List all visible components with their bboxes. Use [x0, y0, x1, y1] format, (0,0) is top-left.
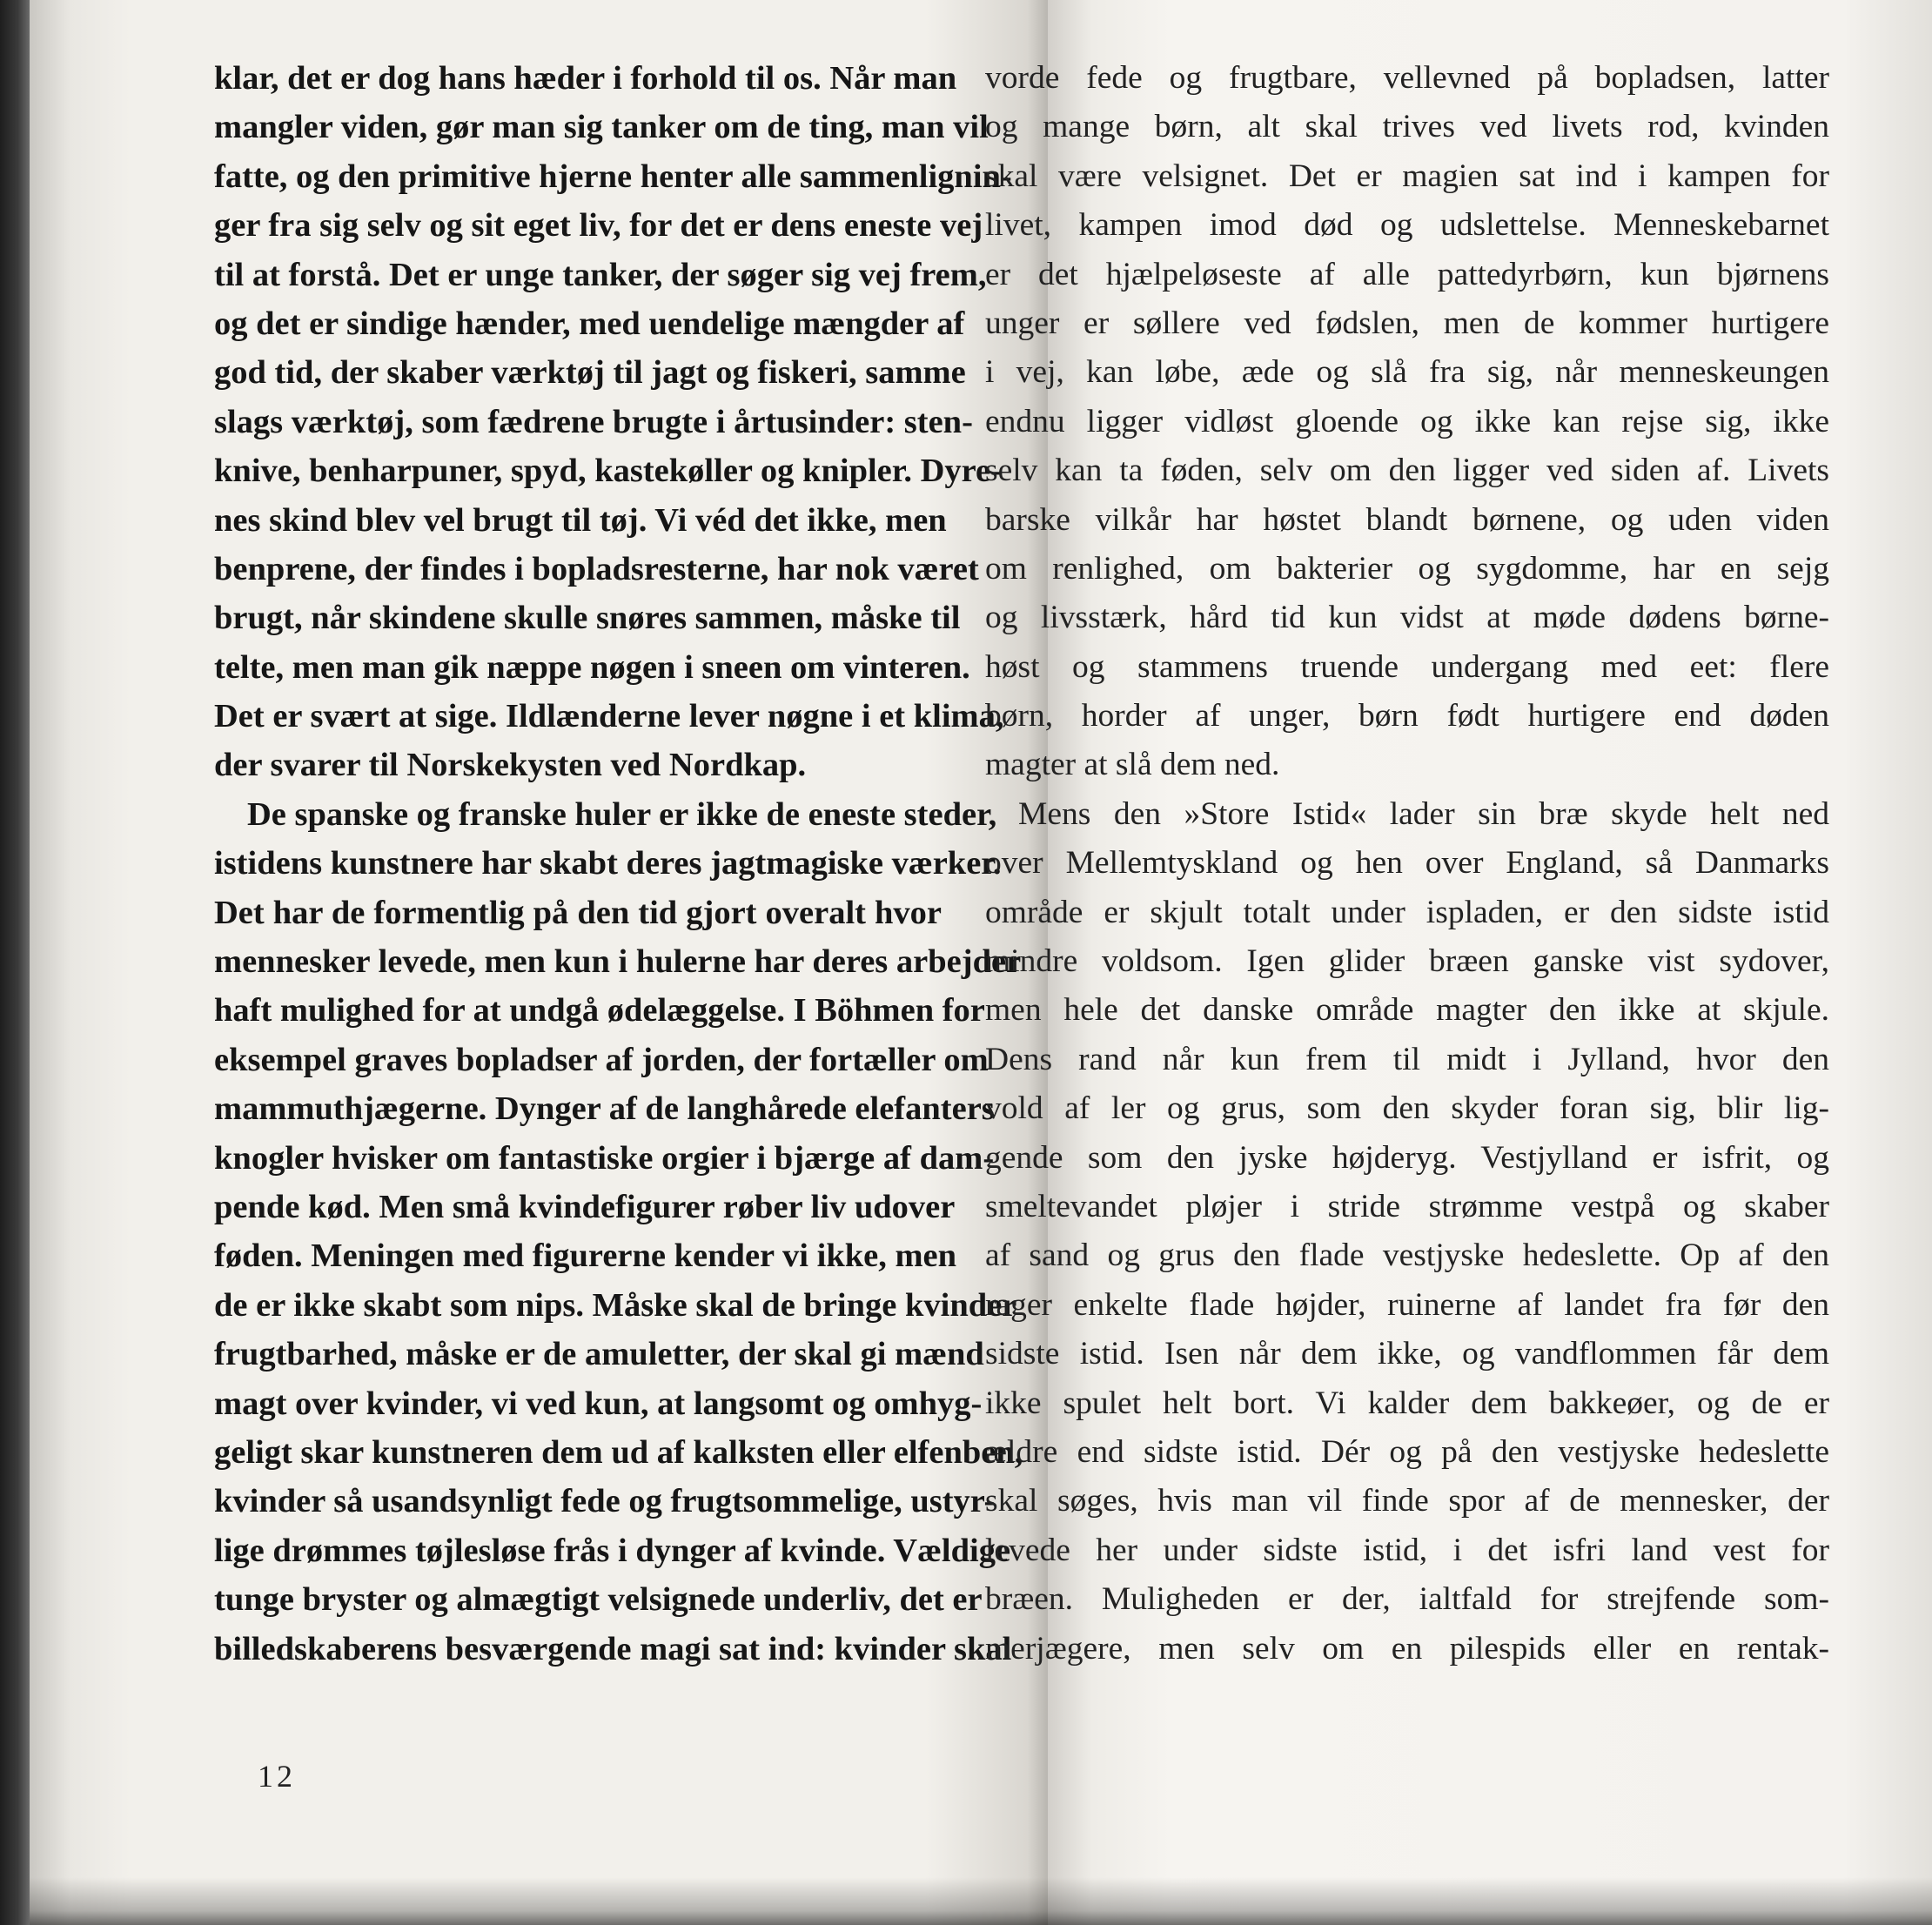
text-line: og livsstærk, hård tid kun vidst at møde dødens børne-	[985, 600, 1829, 636]
text-line: sidste istid. Isen når dem ikke, og vandflommen får dem	[985, 1336, 1829, 1372]
text-line: billedskaberens besværgende magi sat ind: kvinder skal	[214, 1630, 1012, 1667]
text-line: der svarer til Norskekysten ved Nordkap.	[214, 747, 807, 784]
text-line: bræen. Muligheden er der, ialtfald for strejfende som-	[985, 1581, 1829, 1618]
text-line: smeltevandet pløjer i stride strømme vestpå og skaber	[985, 1188, 1829, 1224]
text-line: frugtbarhed, måske er de amuletter, der skal gi mænd	[214, 1336, 984, 1373]
text-line: gende som den jyske højderyg. Vestjylland er isfrit, og	[985, 1139, 1829, 1176]
text-line: slags værktøj, som fædrene brugte i årtusinder: sten-	[214, 403, 973, 440]
text-line: vorde fede og frugtbare, vellevned på bopladsen, latter	[985, 60, 1829, 96]
text-line: benprene, der findes i bopladsresterne, har nok været	[214, 550, 979, 587]
text-line: mindre voldsom. Igen glider bræen ganske vist sydover,	[985, 943, 1829, 980]
text-line: mammuthjægerne. Dynger af de langhårede elefanters	[214, 1090, 995, 1128]
text-line: De spanske og franske huler er ikke de eneste steder,	[247, 795, 997, 833]
text-line: Dens rand når kun frem til midt i Jylland, hvor den	[985, 1041, 1829, 1077]
text-line: føden. Meningen med figurerne kender vi ikke, men	[214, 1238, 957, 1275]
text-line: børn, horder af unger, børn født hurtigere end døden	[985, 698, 1829, 734]
text-line: over Mellemtyskland og hen over England, så Danmarks	[985, 845, 1829, 882]
text-line: vold af ler og grus, som den skyder foran sig, blir lig-	[985, 1090, 1829, 1127]
text-line: kvinder så usandsynligt fede og frugtsommelige, ustyr-	[214, 1483, 996, 1520]
text-line: barske vilkår har høstet blandt børnene, og uden viden	[985, 501, 1829, 538]
text-line: unger er søllere ved fødslen, men de kommer hurtigere	[985, 305, 1829, 341]
text-line: magt over kvinder, vi ved kun, at langsomt og omhyg-	[214, 1385, 983, 1422]
text-line: om renlighed, om bakterier og sygdomme, har en sejg	[985, 550, 1829, 587]
text-line: og mange børn, alt skal trives ved livets rod, kvinden	[985, 109, 1829, 145]
text-line: til at forstå. Det er unge tanker, der søger sig vej frem,	[214, 256, 987, 293]
right-text-column	[985, 54, 1829, 1673]
text-line: område er skjult totalt under ispladen, er den sidste istid	[985, 894, 1829, 930]
text-line: høst og stammens truende undergang med eet: flere	[985, 648, 1829, 685]
text-line: eksempel graves bopladser af jorden, der fortæller om	[214, 1041, 989, 1078]
text-line: i vej, kan løbe, æde og slå fra sig, når menneskeungen	[985, 354, 1829, 391]
text-line: magter at slå dem ned.	[985, 747, 1280, 783]
text-line: levede her under sidste istid, i det isfri land vest for	[985, 1532, 1829, 1568]
text-line: livet, kampen imod død og udslettelse. Menneskebarnet	[985, 207, 1829, 244]
text-line: endnu ligger vidløst gloende og ikke kan rejse sig, ikke	[985, 403, 1829, 439]
text-line: ger fra sig selv og sit eget liv, for det er dens eneste vej	[214, 207, 983, 245]
text-line: nes skind blev vel brugt til tøj. Vi véd det ikke, men	[214, 501, 947, 539]
text-line: knogler hvisker om fantastiske orgier i bjærge af dam-	[214, 1139, 995, 1177]
text-line: merjægere, men selv om en pilespids eller en rentak-	[985, 1630, 1829, 1667]
text-line: og det er sindige hænder, med uendelige mængder af	[214, 305, 965, 342]
text-line: Det er svært at sige. Ildlænderne lever nøgne i et klima,	[214, 698, 1004, 735]
text-line: af sand og grus den flade vestjyske hedeslette. Op af den	[985, 1238, 1829, 1274]
text-line: men hele det danske område magter den ikke at skjule.	[985, 992, 1829, 1029]
text-line: selv kan ta føden, selv om den ligger ved siden af. Livets	[985, 453, 1829, 489]
text-line: knive, benharpuner, spyd, kastekøller og knipler. Dyre-	[214, 453, 1002, 490]
text-line: lige drømmes tøjlesløse frås i dynger af kvinde. Vældige	[214, 1532, 1011, 1569]
text-line: rager enkelte flade højder, ruinerne af landet fra før den	[985, 1286, 1829, 1323]
text-line: Mens den »Store Istid« lader sin bræ skyde helt ned	[1018, 795, 1829, 832]
text-line: brugt, når skindene skulle snøres sammen, måske til	[214, 600, 961, 637]
page-number: 12	[258, 1759, 296, 1794]
text-line: ikke spulet helt bort. Vi kalder dem bakkeøer, og de er	[985, 1385, 1829, 1421]
text-line: pende kød. Men små kvindefigurer røber liv udover	[214, 1188, 956, 1225]
text-line: mangler viden, gør man sig tanker om de ting, man vil	[214, 109, 989, 146]
text-line: skal være velsignet. Det er magien sat ind i kampen for	[985, 158, 1829, 194]
text-line: ældre end sidste istid. Dér og på den vestjyske hedeslette	[985, 1433, 1829, 1470]
text-line: de er ikke skabt som nips. Måske skal de bringe kvinder	[214, 1286, 1017, 1324]
text-line: haft mulighed for at undgå ødelæggelse. I Böhmen for	[214, 992, 985, 1030]
text-line: tunge bryster og almægtigt velsignede underliv, det er	[214, 1581, 983, 1619]
book-spine-edge	[0, 0, 30, 1925]
text-line: god tid, der skaber værktøj til jagt og fiskeri, samme	[214, 354, 966, 392]
text-line: geligt skar kunstneren dem ud af kalksten eller elfenben,	[214, 1433, 1023, 1471]
text-line: fatte, og den primitive hjerne henter alle sammenlignin-	[214, 158, 1012, 195]
text-line: mennesker levede, men kun i hulerne har deres arbejder	[214, 943, 1022, 981]
left-text-column	[214, 54, 1023, 1673]
text-line: telte, men man gik næppe nøgen i sneen om vinteren.	[214, 648, 970, 686]
text-line: istidens kunstnere har skabt deres jagtmagiske værker.	[214, 845, 1002, 882]
text-line: er det hjælpeløseste af alle pattedyrbørn, kun bjørnens	[985, 256, 1829, 292]
text-line: klar, det er dog hans hæder i forhold til os. Når man	[214, 60, 957, 97]
text-line: Det har de formentlig på den tid gjort overalt hvor	[214, 894, 942, 931]
bottom-shadow	[30, 1877, 1932, 1925]
text-line: skal søges, hvis man vil finde spor af de mennesker, der	[985, 1483, 1829, 1519]
